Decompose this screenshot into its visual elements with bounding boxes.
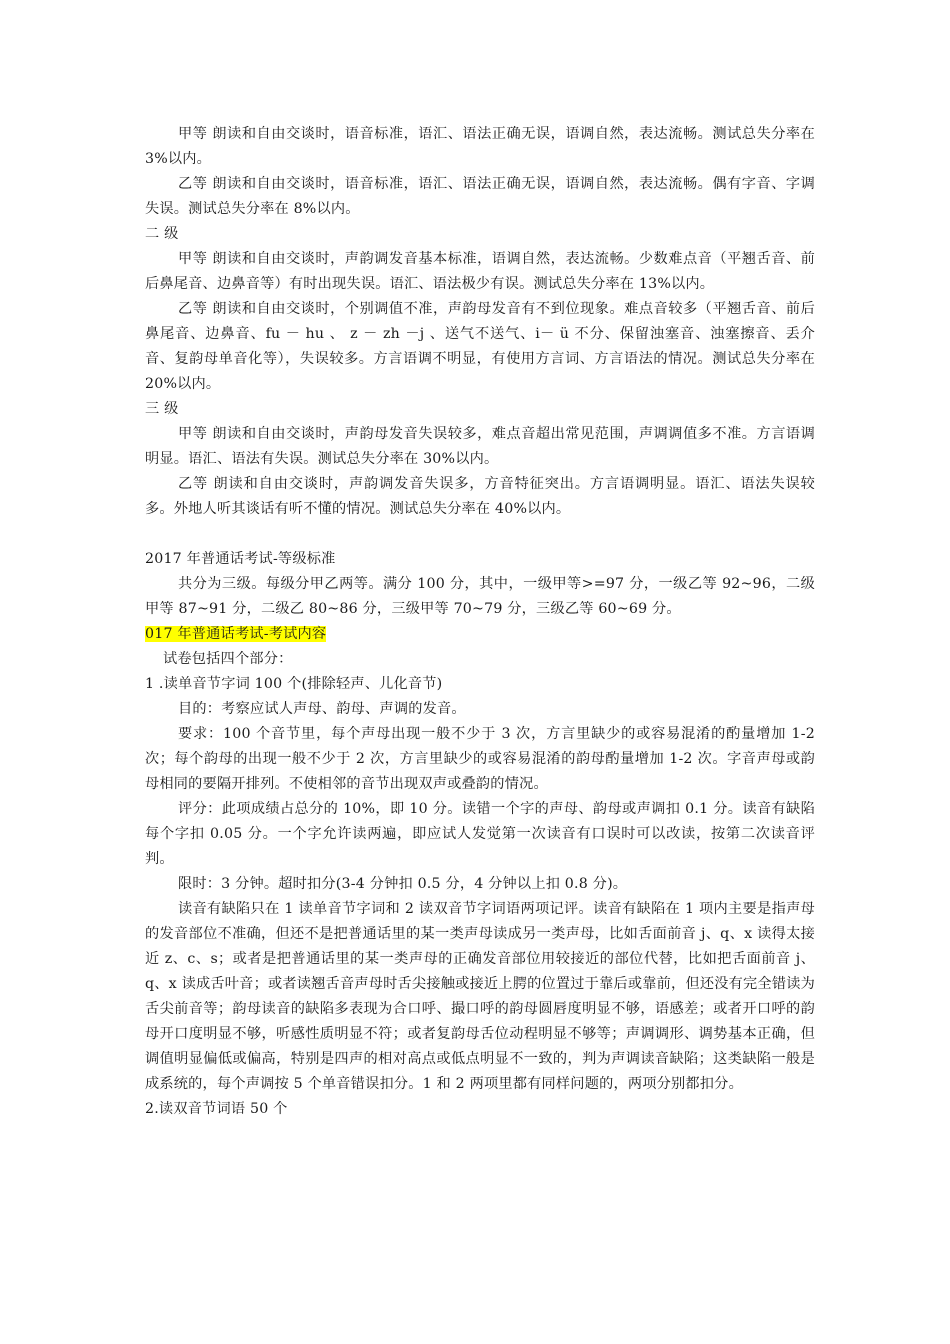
content-heading-highlighted: 017 年普通话考试-考试内容	[145, 626, 327, 642]
level1-jia-paragraph: 甲等 朗读和自由交谈时，语音标准，语汇、语法正确无误，语调自然，表达流畅。测试总失分率在 3%以内。	[145, 126, 815, 167]
standard-body: 共分为三级。每级分甲乙两等。满分 100 分，其中，一级甲等>=97 分，一级乙等 92~96，二级甲等 87~91 分，二级乙 80~86 分，三级甲等 70~79 分，三级乙等 60~69 分。	[145, 576, 815, 617]
document-page	[145, 122, 815, 1122]
item2-title: 2.读双音节词语 50 个	[145, 1101, 288, 1117]
standard-heading: 2017 年普通话考试-等级标准	[145, 551, 336, 567]
item1-goal: 目的：考察应试人声母、韵母、声调的发音。	[178, 701, 466, 717]
level2-jia-paragraph: 甲等 朗读和自由交谈时，声韵调发音基本标准，语调自然，表达流畅。少数难点音（平翘舌音、前后鼻尾音、边鼻音等）有时出现失误。语汇、语法极少有误。测试总失分率在 13%以内。	[145, 251, 815, 292]
level2-heading: 二 级	[145, 226, 179, 242]
item1-requirement: 要求：100 个音节里，每个声母出现一般不少于 3 次，方言里缺少的或容易混淆的酌量增加 1-2 次；每个韵母的出现一般不少于 2 次，方言里缺少的或容易混淆的韵母酌量增加 1-2 次。字音声母或韵母相同的要隔开排列。不使相邻的音节出现双声或叠韵的情况。	[145, 726, 815, 792]
level3-heading: 三 级	[145, 401, 179, 417]
level2-yi-paragraph: 乙等 朗读和自由交谈时，个别调值不准，声韵母发音有不到位现象。难点音较多（平翘舌音、前后鼻尾音、边鼻音、fu － hu 、 z － zh －j 、送气不送气、i－ ü 不分、保留浊塞音、浊塞擦音、丢介音、复韵母单音化等），失误较多。方言语调不明显，有使用方言词、方言语法的情况。测试总失分率在 20%以内。	[145, 301, 815, 392]
content-intro: 试卷包括四个部分：	[163, 651, 293, 667]
section-spacer	[145, 522, 815, 547]
level3-jia-paragraph: 甲等 朗读和自由交谈时，声韵母发音失误较多，难点音超出常见范围，声调调值多不准。方言语调明显。语汇、语法有失误。测试总失分率在 30%以内。	[145, 426, 815, 467]
item1-defect-description: 读音有缺陷只在 1 读单音节字词和 2 读双音节字词语两项记评。读音有缺陷在 1 项内主要是指声母的发音部位不准确，但还不是把普通话里的某一类声母读成另一类声母，比如舌面前音 j、q、x 读得太接近 z、c、s；或者是把普通话里的某一类声母的正确发音部位用较接近的部位代替，比如把舌面前音 j、q、x 读成舌叶音；或者读翘舌音声母时舌尖接触或接近上腭的位置过于靠后或靠前，但还没有完全错读为舌尖前音等；韵母读音的缺陷多表现为合口呼、撮口呼的韵母圆唇度明显不够，语感差；或者开口呼的韵母开口度明显不够，听感性质明显不符；或者复韵母舌位动程明显不够等；声调调形、调势基本正确，但调值明显偏低或偏高，特别是四声的相对高点或低点明显不一致的，判为声调读音缺陷；这类缺陷一般是成系统的，每个声调按 5 个单音错误扣分。1 和 2 两项里都有同样问题的，两项分别都扣分。	[145, 901, 815, 1092]
item1-scoring: 评分：此项成绩占总分的 10%，即 10 分。读错一个字的声母、韵母或声调扣 0.1 分。读音有缺陷每个字扣 0.05 分。一个字允许读两遍，即应试人发觉第一次读音有口误时可以改读，按第二次读音评判。	[145, 801, 815, 867]
item1-title: 1 .读单音节字词 100 个(排除轻声、儿化音节)	[145, 676, 443, 692]
level3-yi-paragraph: 乙等 朗读和自由交谈时，声韵调发音失误多，方音特征突出。方言语调明显。语汇、语法失误较多。外地人听其谈话有听不懂的情况。测试总失分率在 40%以内。	[145, 476, 815, 517]
level1-yi-paragraph: 乙等 朗读和自由交谈时，语音标准，语汇、语法正确无误，语调自然，表达流畅。偶有字音、字调失误。测试总失分率在 8%以内。	[145, 176, 815, 217]
item1-time-limit: 限时：3 分钟。超时扣分(3-4 分钟扣 0.5 分，4 分钟以上扣 0.8 分)。	[178, 876, 628, 892]
